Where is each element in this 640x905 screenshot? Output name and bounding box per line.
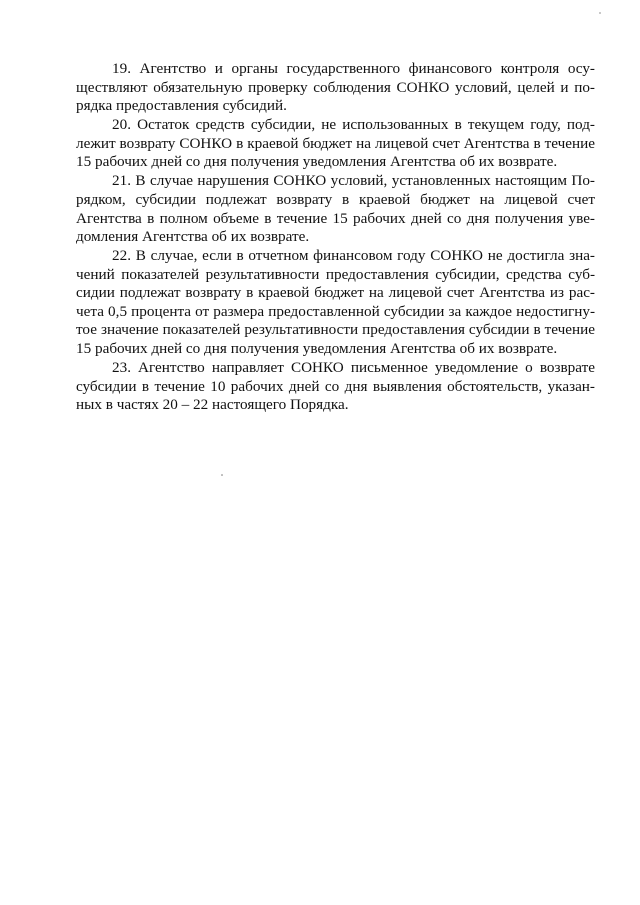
text-line: 23. Агентство направляет СОНКО письменное уведомление о возврате bbox=[112, 359, 595, 377]
text-line: рядка предоставления субсидий. bbox=[76, 97, 287, 115]
scan-speck bbox=[599, 12, 601, 14]
text-line: лежит возврату СОНКО в краевой бюджет на лицевой счет Агентства в течение bbox=[76, 134, 595, 152]
text-line: ществляют обязательную проверку соблюдения СОНКО условий, целей и по- bbox=[76, 78, 595, 96]
text-line: тое значение показателей результативности предоставления субсидии в течение bbox=[76, 321, 595, 339]
text-line: 19. Агентство и органы государственного финансового контроля осу- bbox=[112, 60, 595, 77]
text-line: чета 0,5 процента от размера предоставленной субсидии за каждое недостигну- bbox=[76, 302, 595, 320]
paragraph-23 bbox=[76, 359, 595, 415]
paragraph-19 bbox=[76, 60, 595, 116]
text-line: субсидии в течение 10 рабочих дней со дня выявления обстоятельств, указан- bbox=[76, 377, 595, 395]
document-body bbox=[76, 60, 595, 415]
text-line: рядком, субсидии подлежат возврату в краевой бюджет на лицевой счет bbox=[76, 190, 595, 208]
paragraph-20 bbox=[76, 116, 595, 172]
text-line: ных в частях 20 – 22 настоящего Порядка. bbox=[76, 396, 349, 414]
text-line: чений показателей результативности предоставления субсидии, средства суб- bbox=[76, 265, 595, 283]
paragraph-21 bbox=[76, 172, 595, 246]
text-line: 22. В случае, если в отчетном финансовом году СОНКО не достигла зна- bbox=[112, 247, 595, 265]
text-line: 15 рабочих дней со дня получения уведомления Агентства об их возврате. bbox=[76, 153, 558, 171]
text-line: 20. Остаток средств субсидии, не использованных в текущем году, под- bbox=[112, 116, 595, 134]
paragraph-22 bbox=[76, 247, 595, 359]
scan-speck bbox=[221, 474, 223, 476]
text-line: Агентства в полном объеме в течение 15 рабочих дней со дня получения уве- bbox=[76, 209, 595, 227]
text-line: домления Агентства об их возврате. bbox=[76, 228, 310, 246]
text-line: 15 рабочих дней со дня получения уведомления Агентства об их возврате. bbox=[76, 340, 558, 358]
text-line: 21. В случае нарушения СОНКО условий, установленных настоящим По- bbox=[112, 172, 595, 190]
text-line: сидии подлежат возврату в краевой бюджет на лицевой счет Агентства из рас- bbox=[76, 284, 595, 302]
